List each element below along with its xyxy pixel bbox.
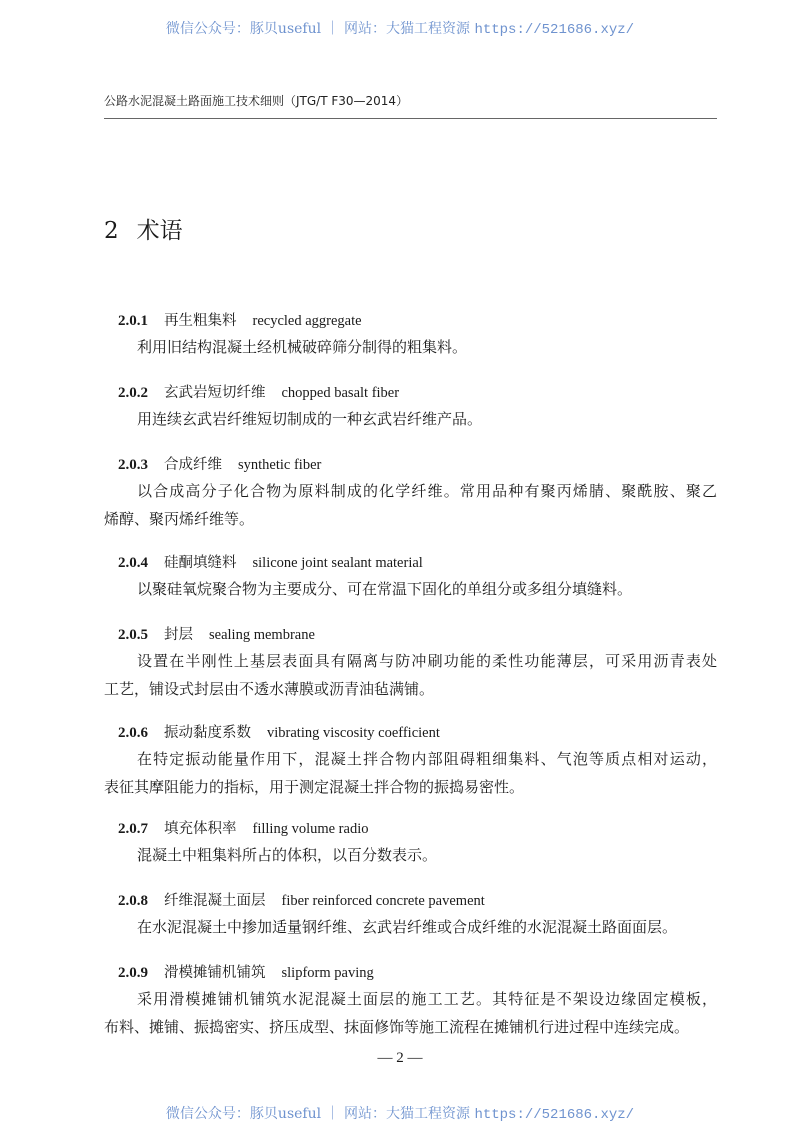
- term-number: 2.0.1: [118, 313, 148, 329]
- term-entry: [104, 889, 717, 941]
- term-english: synthetic fiber: [238, 457, 322, 473]
- term-chinese: 填充体积率: [164, 821, 237, 837]
- term-chinese: 滑模摊铺机铺筑: [164, 965, 266, 981]
- term-heading: [104, 453, 717, 477]
- term-english: fiber reinforced concrete pavement: [281, 893, 485, 909]
- term-english: slipform paving: [281, 965, 374, 981]
- term-heading: [104, 889, 717, 913]
- term-number: 2.0.8: [118, 893, 148, 909]
- term-definition-line: 混凝土中粗集料所占的体积，以百分数表示。: [137, 846, 438, 864]
- term-heading: [104, 551, 717, 575]
- term-english: recycled aggregate: [252, 313, 362, 329]
- chapter-title: 术语: [136, 218, 183, 244]
- term-english: vibrating viscosity coefficient: [267, 725, 440, 741]
- term-number: 2.0.2: [118, 385, 148, 401]
- term-heading: [104, 381, 717, 405]
- term-number: 2.0.3: [118, 457, 148, 473]
- term-heading: [104, 961, 717, 985]
- term-number: 2.0.6: [118, 725, 148, 741]
- term-number: 2.0.4: [118, 555, 148, 571]
- term-entry: [104, 961, 717, 1041]
- term-english: filling volume radio: [252, 821, 369, 837]
- term-definition-line: 烯醇、聚丙烯纤维等。: [104, 510, 255, 528]
- term-english: chopped basalt fiber: [281, 385, 400, 401]
- term-heading: [104, 721, 717, 745]
- header-rule: [104, 118, 717, 119]
- term-definition-line: 以合成高分子化合物为原料制成的化学纤维。常用品种有聚丙烯腈、聚酰胺、聚乙: [137, 482, 717, 500]
- term-chinese: 振动黏度系数: [164, 725, 251, 741]
- watermark-top: [0, 18, 800, 38]
- term-chinese: 硅酮填缝料: [164, 555, 237, 571]
- term-definition-line: 布料、摊铺、振捣密实、挤压成型、抹面修饰等施工流程在摊铺机行进过程中连续完成。: [104, 1018, 690, 1036]
- term-chinese: 封层: [164, 627, 193, 643]
- term-entry: [104, 551, 717, 603]
- term-number: 2.0.5: [118, 627, 148, 643]
- watermark-url: https://521686.xyz/: [474, 1107, 635, 1123]
- term-entry: [104, 309, 717, 361]
- term-definition-line: 用连续玄武岩纤维短切制成的一种玄武岩纤维产品。: [137, 410, 483, 428]
- term-chinese: 纤维混凝土面层: [164, 893, 266, 909]
- term-entry: [104, 381, 717, 433]
- term-entry: [104, 817, 717, 869]
- watermark-text: 微信公众号：豚贝useful ｜ 网站：大猫工程资源: [165, 21, 475, 37]
- term-number: 2.0.9: [118, 965, 148, 981]
- watermark-bottom: [0, 1103, 800, 1123]
- term-heading: [104, 309, 717, 333]
- term-definition-line: 采用滑模摊铺机铺筑水泥混凝土面层的施工工艺。其特征是不架设边缘固定模板，: [137, 990, 717, 1008]
- term-entry: [104, 453, 717, 533]
- term-english: sealing membrane: [209, 627, 315, 643]
- watermark-url: https://521686.xyz/: [474, 22, 635, 38]
- term-entry: [104, 721, 717, 801]
- term-definition-line: 设置在半刚性上基层表面具有隔离与防冲刷功能的柔性功能薄层，可采用沥青表处: [137, 652, 717, 670]
- term-definition-line: 利用旧结构混凝土经机械破碎筛分制得的粗集料。: [137, 338, 468, 356]
- term-number: 2.0.7: [118, 821, 148, 837]
- chapter-heading: [104, 212, 201, 245]
- term-chinese: 再生粗集料: [164, 313, 237, 329]
- term-entry: [104, 623, 717, 703]
- term-chinese: 合成纤维: [164, 457, 222, 473]
- term-chinese: 玄武岩短切纤维: [164, 385, 266, 401]
- term-definition-line: 表征其摩阻能力的指标，用于测定混凝土拌合物的振捣易密性。: [104, 778, 525, 796]
- running-header: 公路水泥混凝土路面施工技术细则（JTG/T F30—2014）: [104, 94, 409, 108]
- term-definition-line: 以聚硅氧烷聚合物为主要成分、可在常温下固化的单组分或多组分填缝料。: [137, 580, 633, 598]
- term-definition-line: 在特定振动能量作用下，混凝土拌合物内部阻碍粗细集料、气泡等质点相对运动，: [137, 750, 717, 768]
- chapter-number: 2: [104, 218, 119, 244]
- term-definition-line: 工艺，铺设式封层由不透水薄膜或沥青油毡满铺。: [104, 680, 435, 698]
- term-english: silicone joint sealant material: [252, 555, 423, 571]
- term-definition-line: 在水泥混凝土中掺加适量钢纤维、玄武岩纤维或合成纤维的水泥混凝土路面面层。: [137, 918, 678, 936]
- term-heading: [104, 623, 717, 647]
- watermark-text: 微信公众号：豚贝useful ｜ 网站：大猫工程资源: [165, 1106, 475, 1122]
- term-heading: [104, 817, 717, 841]
- page-number: — 2 —: [377, 1050, 423, 1066]
